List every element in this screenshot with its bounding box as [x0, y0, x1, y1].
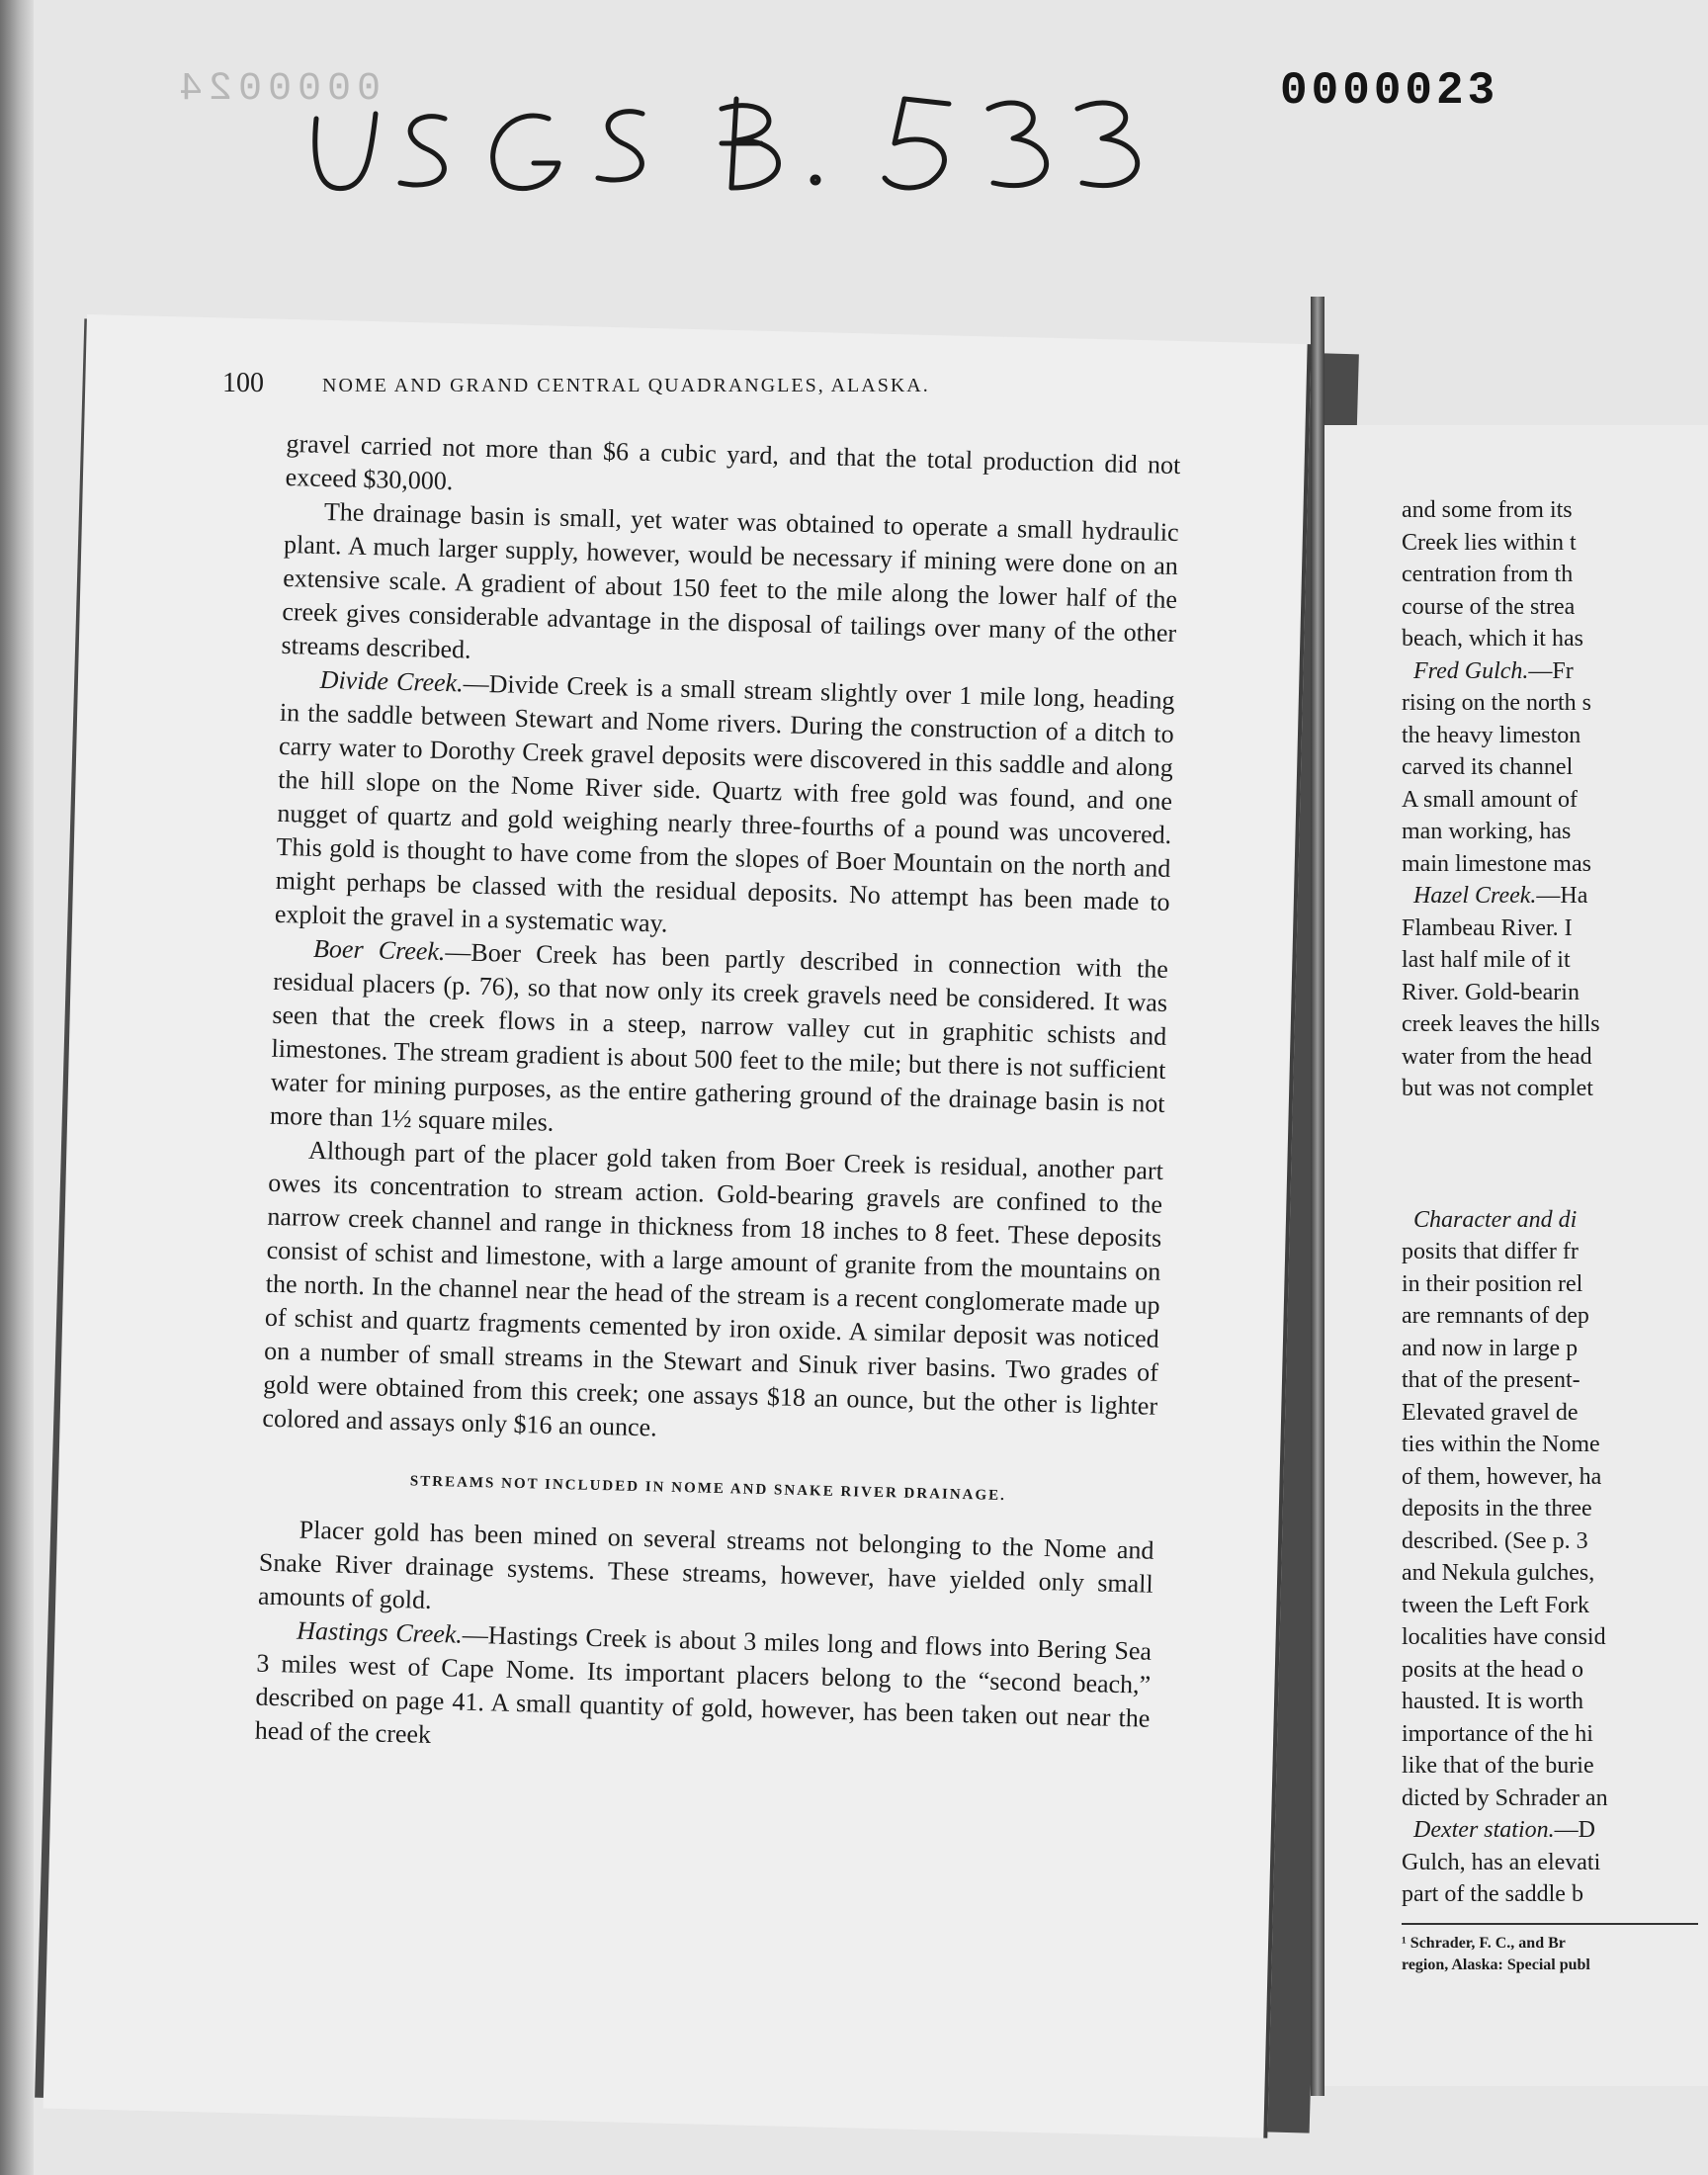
- dexter-station-text: —D: [1554, 1817, 1595, 1843]
- right-line: importance of the hi: [1402, 1720, 1593, 1747]
- right-line: ties within the Nome: [1402, 1432, 1600, 1457]
- right-line: posits that differ fr: [1402, 1239, 1579, 1264]
- right-line: last half mile of it: [1402, 947, 1571, 973]
- fred-gulch-text: —Fr: [1528, 657, 1574, 684]
- right-line: and Nekula gulches,: [1402, 1560, 1595, 1586]
- paragraph-drainage-basin: The drainage basin is small, yet water was obtained to operate a small hydraulic plant. A much larger supply, however, would be necessary if mining were done on an extensive scale. A gradient of about 150 feet to the mile along the lower half of the creek gives considerable advantage in the disposal of tailings over many of the other streams described.: [281, 496, 1180, 664]
- divide-creek-text: —Divide Creek is a small stream slightly over 1 mile long, heading in the saddle between Stewart and Nome rivers. During the construction of a ditch to carry water to Dorothy Creek gravel deposits were discovered in this saddle and along the hill slope on the Nome River side. Quartz with free gold was found, and one nugget of quartz and gold weighing nearly three-fourths of a pound was uncovered. This gold is thought to have come from the slopes of Boer Mountain on the north and might perhaps be classed with the residual deposits. No attempt has been made to exploit the gravel in a systematic way.: [274, 668, 1175, 938]
- right-line: dicted by Schrader an: [1402, 1784, 1608, 1811]
- footnote-line: ¹ Schrader, F. C., and Br: [1402, 1934, 1566, 1952]
- paragraph-hastings-creek: [254, 1613, 1152, 1770]
- right-line: A small amount of: [1402, 786, 1578, 813]
- runin-divide-creek: Divide Creek.: [319, 664, 465, 698]
- right-line: and now in large p: [1402, 1335, 1579, 1361]
- runin-hastings-creek: Hastings Creek.: [296, 1615, 464, 1649]
- boer-creek-text: —Boer Creek has been partly described in connection with the residual placers (p. 76), so that now only its creek gravels need be considered. It was seen that the creek flows in a steep, narrow valley cut in graphitic schists and limestones. The stream gradient is about 500 feet to the mile; but there is not sufficient water for mining purposes, as the entire gathering ground of the drainage basin is not more than 1½ square miles.: [269, 937, 1169, 1137]
- right-line: course of the strea: [1402, 593, 1576, 620]
- paragraph-other-streams: Placer gold has been mined on several streams not belonging to the Nome and Snake River drainage systems. These streams, however, have yielded only small amounts of gold.: [257, 1515, 1154, 1614]
- runin-hazel-creek: Hazel Creek.: [1413, 883, 1537, 909]
- handwritten-note-usgs-b-533: [297, 79, 1186, 218]
- right-line: water from the head: [1402, 1043, 1592, 1070]
- right-line: Flambeau River. I: [1402, 914, 1573, 941]
- right-line: and some from its: [1402, 497, 1573, 523]
- footnote-line: region, Alaska: Special publ: [1402, 1956, 1590, 1973]
- right-line: Elevated gravel de: [1402, 1399, 1579, 1426]
- runin-boer-creek: Boer Creek.: [312, 933, 446, 967]
- right-line: like that of the burie: [1402, 1753, 1594, 1779]
- right-line: tween the Left Fork: [1402, 1592, 1589, 1618]
- right-line: Gulch, has an elevati: [1402, 1849, 1601, 1875]
- paragraph-divide-creek: [275, 662, 1175, 953]
- right-line: River. Gold-bearin: [1402, 979, 1580, 1005]
- right-line: that of the present-: [1402, 1367, 1580, 1393]
- paragraph-continued: gravel carried not more than $6 a cubic yard, and that the total production did not exceed $30,000.: [285, 428, 1181, 496]
- right-line: deposits in the three: [1402, 1496, 1592, 1522]
- footnote-rule: [1402, 1923, 1698, 1925]
- paragraph-boer-creek: [270, 931, 1169, 1155]
- hazel-creek-text: —Ha: [1536, 883, 1588, 909]
- right-page-text: [1402, 494, 1708, 1976]
- right-line-character: [1402, 1204, 1708, 1237]
- right-line: are remnants of dep: [1402, 1303, 1589, 1329]
- runin-character: Character and di: [1413, 1206, 1578, 1233]
- right-section-gap: [1402, 1105, 1708, 1204]
- right-line: hausted. It is worth: [1402, 1689, 1583, 1714]
- right-line: creek leaves the hills: [1402, 1011, 1600, 1037]
- right-line: but was not complet: [1402, 1076, 1593, 1101]
- right-line-fred-gulch: [1402, 655, 1708, 688]
- page-number: 100: [222, 368, 264, 398]
- right-line: beach, which it has: [1402, 626, 1583, 652]
- right-line: carved its channel: [1402, 754, 1574, 780]
- left-page-text: [254, 427, 1180, 1770]
- running-header: [222, 368, 1092, 399]
- right-line: centration from th: [1402, 562, 1574, 587]
- right-line: of them, however, ha: [1402, 1463, 1602, 1490]
- faded-stamp-number: 0000024: [173, 67, 382, 112]
- hastings-creek-text: —Hastings Creek is about 3 miles long and flows into Bering Sea 3 miles west of Cape Nome. Its important placers belong to the “second beach,” described on page 41. A small quantity of gold, however, has been taken out near the head of the creek: [254, 1619, 1153, 1749]
- paragraph-placer-gold: Although part of the placer gold taken from Boer Creek is residual, another part owes its concentration to stream action. Gold-bearing gravels are confined to the narrow creek channel and range in thickness from 18 inches to 8 feet. These deposits consist of schist and limestone, with a large amount of granite from the mountains on the north. In the channel near the head of the stream is a recent conglomerate made up of schist and quartz fragments cemented by iron oxide. A similar deposit was noticed on a number of small streams in the Stewart and Sinuk river basins. Two grades of gold were obtained from this creek; one assays $18 an ounce, but the other is lighter colored and assays only $16 an ounce.: [262, 1135, 1164, 1442]
- right-line: in their position rel: [1402, 1270, 1583, 1297]
- scan-edge-shadow: [0, 0, 34, 2175]
- right-line: part of the saddle b: [1402, 1881, 1583, 1907]
- runin-dexter-station: Dexter station.: [1413, 1817, 1555, 1843]
- stamp-number: 0000023: [1280, 65, 1499, 117]
- right-line: rising on the north s: [1402, 690, 1591, 716]
- runin-fred-gulch: Fred Gulch.: [1413, 657, 1529, 684]
- right-line: posits at the head o: [1402, 1656, 1583, 1683]
- section-heading: STREAMS NOT INCLUDED IN NOME AND SNAKE RIVER DRAINAGE.: [409, 1473, 1007, 1505]
- right-line-dexter-station: [1402, 1814, 1708, 1847]
- right-line: Creek lies within t: [1402, 529, 1577, 556]
- right-line: man working, has: [1402, 819, 1572, 844]
- running-title: NOME AND GRAND CENTRAL QUADRANGLES, ALASKA.: [322, 375, 930, 396]
- right-line: described. (See p. 3: [1402, 1527, 1588, 1554]
- right-line: the heavy limeston: [1402, 722, 1581, 748]
- right-line: main limestone mas: [1402, 850, 1591, 877]
- book-binding: [1311, 297, 1324, 2096]
- right-line: localities have consid: [1402, 1624, 1606, 1650]
- right-line-hazel-creek: [1402, 880, 1708, 913]
